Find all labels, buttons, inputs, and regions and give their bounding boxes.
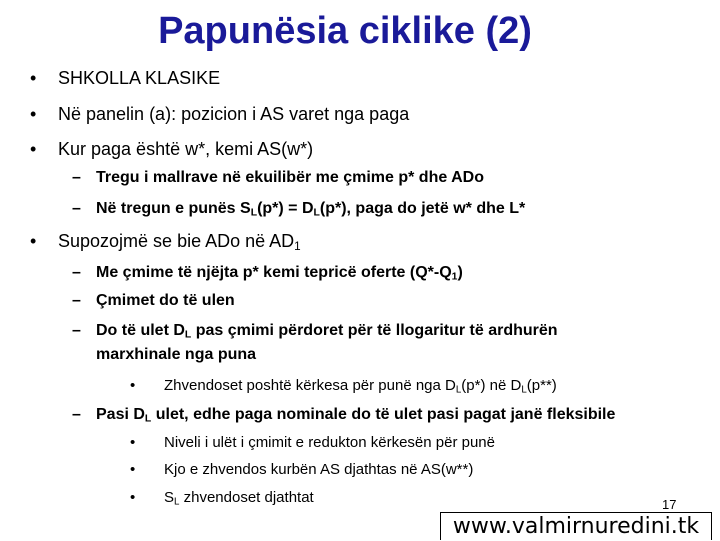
dash-marker: – [72, 169, 81, 186]
bullet-marker: • [130, 377, 136, 394]
page-number: 17 [662, 497, 677, 512]
bullet-marker: • [30, 104, 37, 124]
website-footer: www.valmirnuredini.tk [440, 512, 712, 540]
dash-marker: – [72, 264, 81, 281]
bullet-paga-w: Kur paga është w*, kemi AS(w*) [58, 139, 314, 159]
bullet-marker: • [30, 231, 37, 251]
subbullet-tregu-mallrave: Tregu i mallrave në ekuilibër me çmime p* dhe ADo [96, 169, 484, 186]
bullet-marker: • [130, 489, 136, 506]
bullet-marker: • [130, 434, 136, 451]
subbullet-cmimet-ulen: Çmimet do të ulen [96, 292, 235, 309]
subbullet-ulet-dl-cont: marxhinale nga puna [96, 346, 257, 363]
bullet-shkolla-klasike: SHKOLLA KLASIKE [58, 68, 221, 88]
subbullet-tregu-punes: Në tregun e punës $S_L(p*) = D_L(p*)$, paga do jetë w* dhe L* [96, 200, 526, 219]
subbullet-teprice-oferte: Me çmime të njëjta p* kemi tepricë oferte $(Q*-Q_1)$ [96, 264, 463, 283]
bullet-marker: • [30, 139, 37, 159]
dash-marker: – [72, 292, 81, 309]
bullet-marker: • [130, 461, 136, 478]
dash-marker: – [72, 406, 81, 423]
subbullet-ulet-dl: Do të ulet $D_L$ pas çmimi përdoret për të llogaritur të ardhurën [96, 322, 558, 341]
bullet-supozojme: Supozojmë se bie ADo në $AD_1$ [58, 231, 301, 253]
dash-marker: – [72, 200, 81, 217]
subsub-niveli-cmimit: Niveli i ulët i çmimit e redukton kërkesën për punë [164, 434, 495, 451]
bullet-marker: • [30, 68, 37, 88]
subsub-zhvendoset-kerkesa: Zhvendoset poshtë kërkesa për punë nga $D_L(p*)$ në $D_L(p**)$ [164, 377, 557, 396]
subsub-kurba-as: Kjo e zhvendos kurbën AS djathtas në AS(w**) [164, 461, 474, 478]
subbullet-pasi-dl: Pasi $D_L$ ulet, edhe paga nominale do të ulet pasi pagat janë fleksibile [96, 406, 616, 425]
subsub-sl-zhvendoset: $S_L$ zhvendoset djathtat [164, 489, 314, 508]
dash-marker: – [72, 322, 81, 339]
page-title: Papunësia ciklike (2) [158, 10, 532, 52]
bullet-panel-a: Në panelin (a): pozicion i AS varet nga paga [58, 104, 410, 124]
